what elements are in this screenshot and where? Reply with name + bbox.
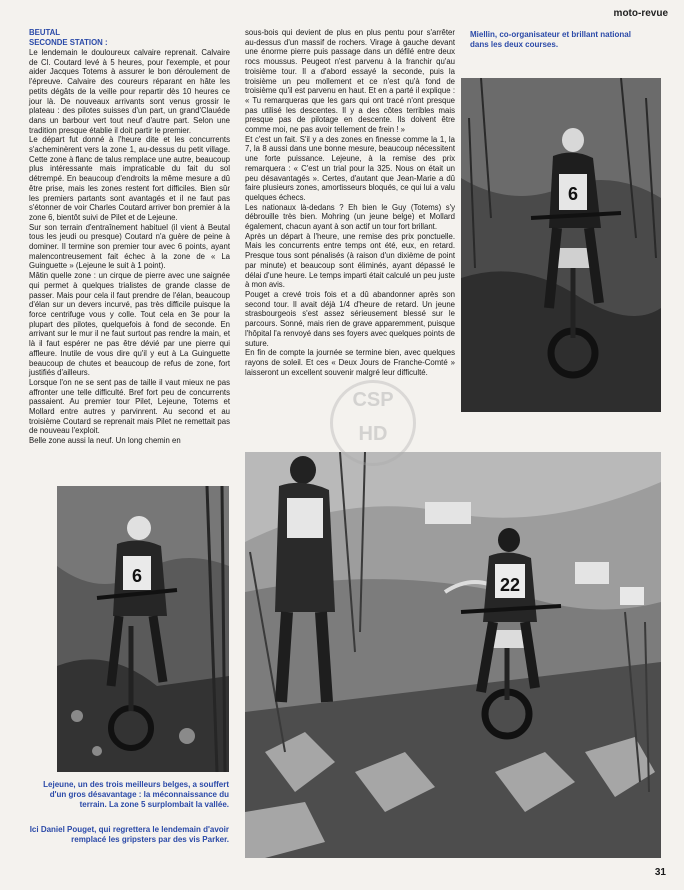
- article-column-1: [29, 28, 230, 446]
- bib-number: 22: [499, 575, 521, 595]
- photo-rider-lejeune: [57, 486, 229, 772]
- section-heading: BEUTAL: [29, 28, 61, 37]
- watermark-logo: [330, 380, 416, 466]
- photo-caption-left-1: Lejeune, un des trois meilleurs belges, a souffert d'un gros désavantage : la méconnaissance du terrain. La zone 5 surplombait la vallée.: [43, 780, 229, 809]
- paragraph: Belle zone aussi la neuf. Un long chemin en: [29, 436, 181, 446]
- section-subheading: SECONDE STATION :: [29, 38, 108, 47]
- photo-rider-pouget: [245, 452, 661, 858]
- paragraph: Les nationaux là-dedans ? Eh bien le Guy (Totems) s'y débrouille très bien. Mohring (un jeune belge) et Mollard également, chacun ayant à son actif un tour fort brillant.: [245, 202, 455, 232]
- paragraph: Le lendemain le douloureux calvaire reprenait. Calvaire de Cl. Coutard levé à 5 heures, pour l'exemple, et pour aider Jacques Totems à assurer le bon déroulement de l'épreuve. Calvaire des coureurs réparant en hâte les petits dégâts de la veille pour repartir dès 10 heures ce jour là. De nouveaux arrivants sont venus grossir le plateau : des pilotes suisses d'un part, un grand'Clauéde dans un barbour vert tout neuf d'autre part. Selon une tradition presque établie il doit partir le premier.: [29, 48, 230, 135]
- photo-caption-top: Miellin, co-organisateur et brillant national dans les deux courses.: [470, 30, 631, 49]
- paragraph: Lorsque l'on ne se sent pas de taille il vaut mieux ne pas affronter une telle difficulté. Bref fort peu de concurrents passaient. Au premier tour Pilet, Lejeune, Totems et Mollard entre autres y parvinrent. Au second et au troisième Coutard se reprenait mais Pilet ne remettait pas de nouveau l'exploit.: [29, 377, 230, 436]
- watermark-line-1: CSP: [352, 389, 394, 411]
- article-column-2: [245, 28, 455, 377]
- paragraph: sous-bois qui devient de plus en plus pentu pour s'arrêter au-dessus d'un massif de rochers. Virage à gauche devant une énorme pierre puis passage dans un défilé entre deux rocs moussus. Peugeot n'est parvenu à la franchir qu'au troisième tour. Il a d'abord essayé la seconde, puis la troisième un peu mollement et ce n'est qu'à fond de troisième qu'il est parvenu en haut. Et en a parté il explique : « Tu remarqueras que les gars qui ont tracé n'ont presque pas utilisé les descentes. Il y a des côtes terribles mais presque pas de pilotage en descente. Ils doivent être comme moi, ne pas avoir tellement de frein ! »: [245, 28, 455, 135]
- paragraph: Et c'est un fait. S'il y a des zones en finesse comme la 1, la 7, la 8 aussi dans une bonne mesure, beaucoup nécessitent une forte puissance. Lejeune, à la remise des prix remarquera : « C'est un trial pour la 325. Nous on était un peu désavantagés ». Certes, d'autant que Jean-Marie a dû faire plusieurs zones, amortisseurs bloqués, ce qui lui a valu quelques échecs.: [245, 134, 455, 202]
- watermark-line-2: HD: [358, 423, 388, 445]
- photo-caption-left-2: Ici Daniel Pouget, qui regrettera le lendemain d'avoir remplacé les gripsters par des vis Parker.: [29, 825, 229, 844]
- magazine-header: moto-revue: [613, 8, 668, 19]
- paragraph: Pouget a crevé trois fois et a dû abandonner après son second tour. Il avait déjà 1/4 d'heure de retard. Un jeune strasbourgeois s'est assez sérieusement blessé sur le parcours. Sonné, mais rien de grave apparemment, puisque l'hôpital l'a renvoyé dans ses foyers avec quelques points de suture.: [245, 289, 455, 348]
- paragraph: Mâtin quelle zone : un cirque de pierre avec une saignée qui permet à quelques trialistes de grande classe de passer. Mais pour cela il faut prendre de l'élan, beaucoup d'élan sur un devers incurvé, pas très difficile puisque la force centrifuge vous y colle. Tout cela en 3e pour la plupart des pilotes, quelquefois à fond de seconde. En arrivant sur le mur il ne faut surtout pas rendre la main, et là il faut espérer ne pas être dévié par une pierre qui affleure. Inutile de vous dire qu'il y eut à La Guinguette beaucoup de chutes et beaucoup de refus de zone, fort justifiés d'ailleurs.: [29, 271, 230, 378]
- paragraph: En fin de compte la journée se termine bien, avec quelques rayons de soleil. Et ces « Deux Jours de Franche-Comté » laisseront un excellent souvenir malgré leur difficulté.: [245, 348, 455, 377]
- bib-number: 6: [131, 566, 143, 586]
- paragraph: Le départ fut donné à l'heure dite et les concurrents s'acheminèrent vers la zone 1, au-dessus du petit village. Cette zone à flanc de talus remplace une autre, beaucoup plus intéressante mais impraticable du fait du sol détrempé. En beaucoup d'endroits la même mesure a dû être prise, mais les zones restent fort difficiles. Bien sûr les premiers partants sont avantagés et il ne faut pas s'étonner de voir Charles Coutard arriver bon premier à la zone 6, bientôt suivi de Pilet et de Lejeune.: [29, 135, 230, 222]
- paragraph: Après un départ à l'heure, une remise des prix ponctuelle. Mais les concurrents entre temps ont été, eux, en retard. Presque tous sont pénalisés (à raison d'un dixième de point par minute) et beaucoup sont éliminés, ayant dépassé le délai d'une heure. Le temps imparti était calculé un peu juste à mon avis.: [245, 231, 455, 290]
- bib-number: 6: [567, 184, 579, 204]
- photo-rider-miellin: [461, 78, 661, 412]
- paragraph: Sur son terrain d'entraînement habituel (il vient à Beutal tous les jeudi ou presque) Coutard n'a guère de peine à dominer. Il termine son premier tour avec 6 points, ayant malencontreusement fait échec à la zone de « La Guinguette » (Lejeune le suit à 1 point).: [29, 222, 230, 271]
- page-number: 31: [654, 867, 666, 878]
